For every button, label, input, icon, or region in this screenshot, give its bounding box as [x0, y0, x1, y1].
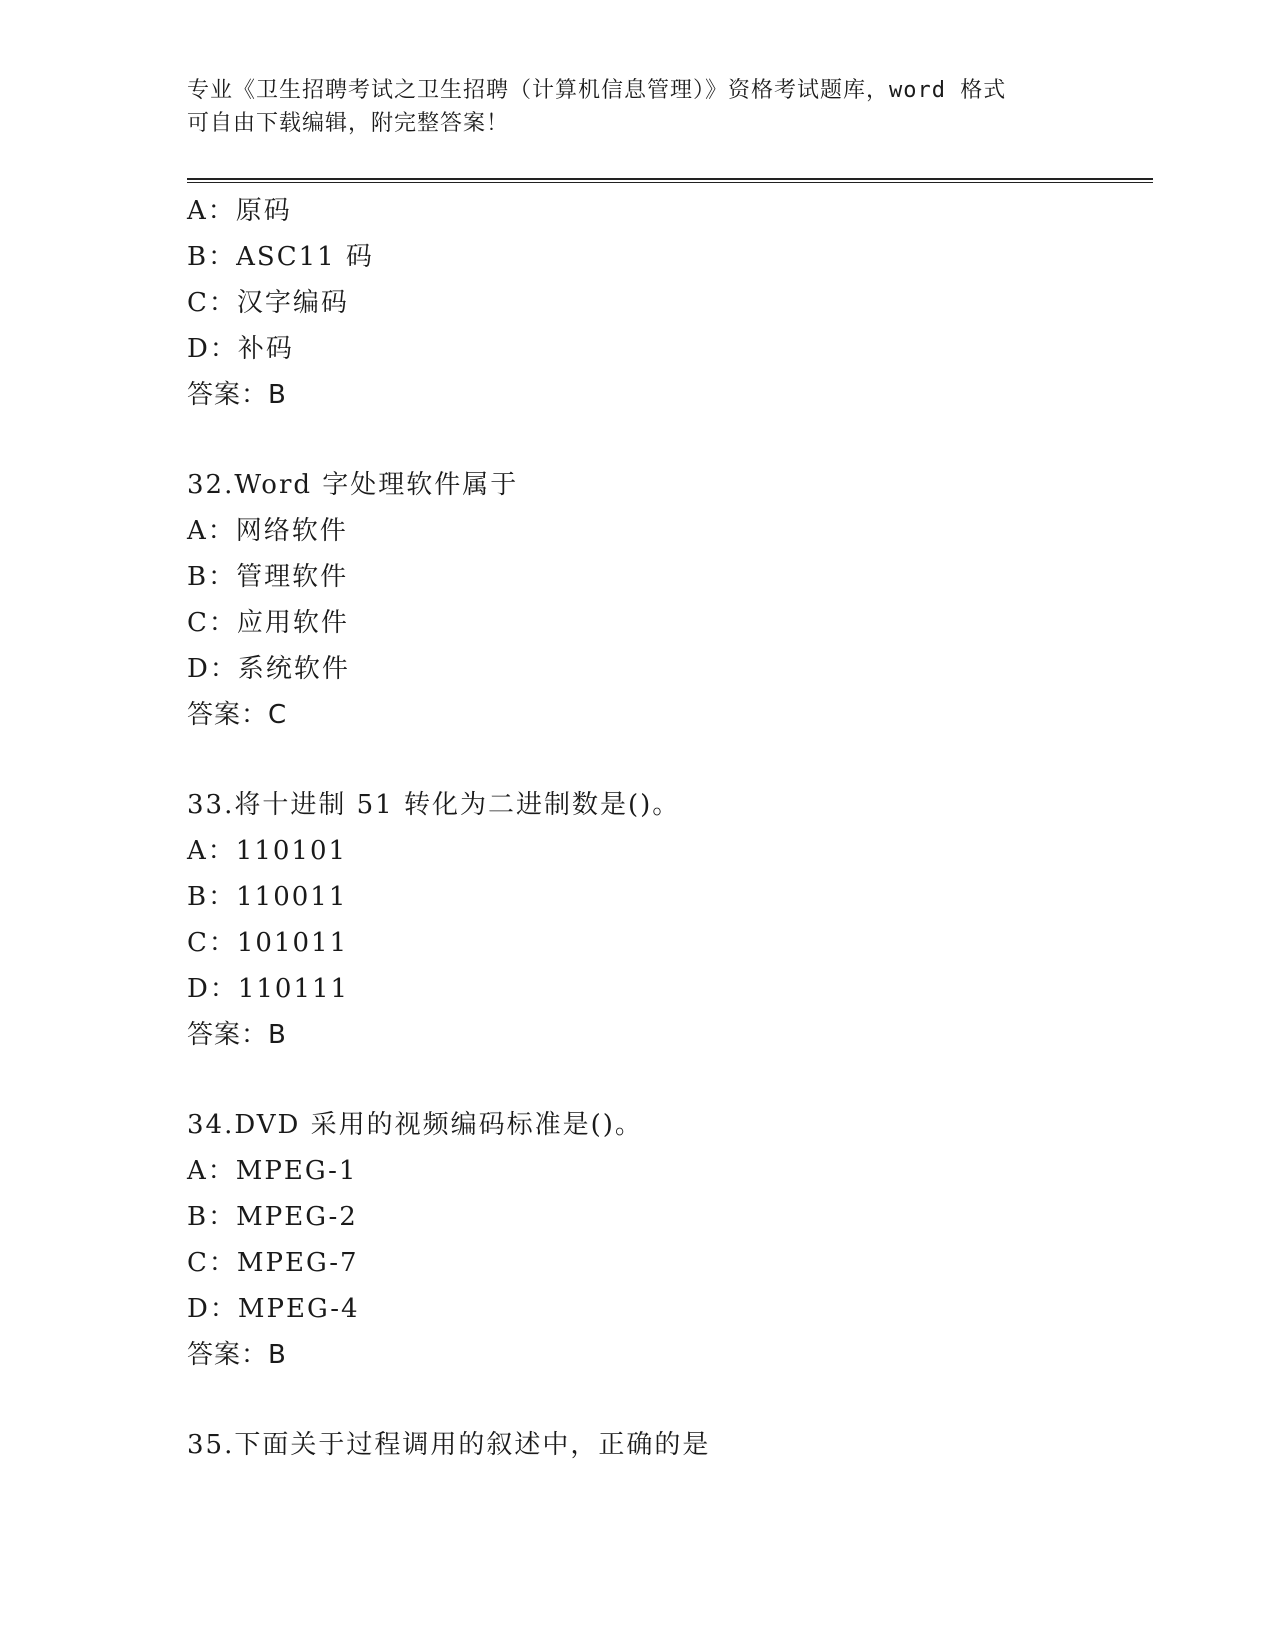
option-b: B：ASC11 码 [187, 242, 374, 272]
question-31 [187, 188, 1147, 418]
option-c: C：101011 [187, 928, 349, 958]
option-a: A：原码 [187, 196, 292, 226]
option-d: D：补码 [187, 334, 294, 364]
option-d: D：系统软件 [187, 654, 350, 684]
answer: 答案：B [187, 1340, 287, 1370]
option-a: A：MPEG-1 [187, 1156, 358, 1186]
document-header [187, 74, 1087, 140]
question-stem: 35.下面关于过程调用的叙述中，正确的是 [187, 1430, 711, 1460]
question-35 [187, 1422, 1147, 1468]
question-32 [187, 462, 1147, 738]
option-a: A：网络软件 [187, 516, 348, 546]
header-divider [187, 178, 1153, 183]
question-stem: 34.DVD 采用的视频编码标准是()。 [187, 1110, 643, 1140]
answer: 答案：B [187, 1020, 287, 1050]
answer: 答案：C [187, 700, 288, 730]
question-stem: 32.Word 字处理软件属于 [187, 470, 519, 500]
question-33 [187, 782, 1147, 1058]
answer: 答案：B [187, 380, 287, 410]
option-b: B：110011 [187, 882, 348, 912]
option-c: C：应用软件 [187, 608, 349, 638]
question-34 [187, 1102, 1147, 1378]
option-d: D：MPEG-4 [187, 1294, 360, 1324]
option-d: D：110111 [187, 974, 350, 1004]
question-stem: 33.将十进制 51 转化为二进制数是()。 [187, 790, 681, 820]
question-list [187, 188, 1147, 1468]
option-c: C：MPEG-7 [187, 1248, 359, 1278]
option-a: A：110101 [187, 836, 348, 866]
option-c: C：汉字编码 [187, 288, 349, 318]
header-line-1: 专业《卫生招聘考试之卫生招聘（计算机信息管理）》资格考试题库，word 格式 [187, 78, 1007, 103]
option-b: B：MPEG-2 [187, 1202, 358, 1232]
header-line-2: 可自由下载编辑，附完整答案！ [187, 111, 510, 136]
option-b: B：管理软件 [187, 562, 349, 592]
